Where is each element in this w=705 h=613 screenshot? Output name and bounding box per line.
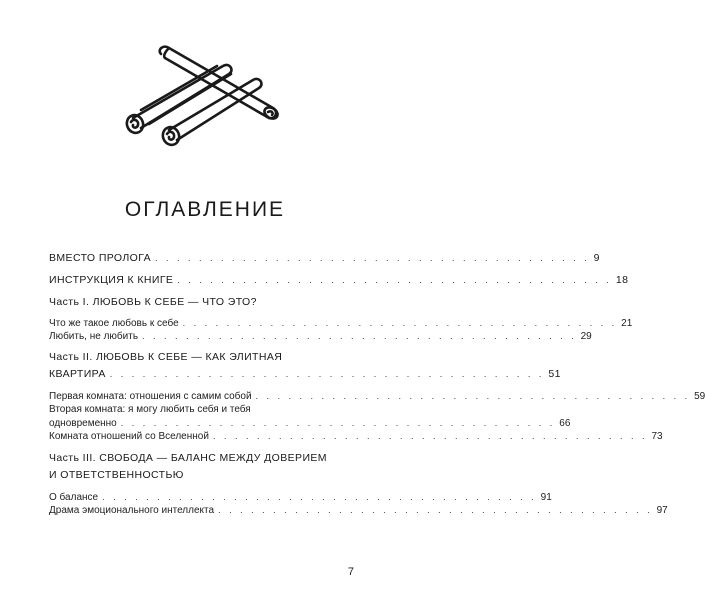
toc-entry-label: О балансе [49,492,99,503]
toc-entry-page: 97 [656,505,668,516]
toc-entry-label: Часть II. ЛЮБОВЬ К СЕБЕ — КАК ЭЛИТНАЯ [49,351,283,363]
toc-entry-label: Что же такое любовь к себе [49,318,179,329]
toc-leader-dots: . . . . . . . . . . . . . . . . . . . . . . . . . . . . . . . . . . . . . . . . [109,369,545,379]
toc-leader-dots: . . . . . . . . . . . . . . . . . . . . . . . . . . . . . . . . . . . . . . . . [182,318,618,328]
toc-entry[interactable] [49,318,633,329]
toc-entry-label-cont: И ОТВЕТСТВЕННОСТЬЮ [49,469,184,481]
toc-entry-page: 51 [548,368,561,380]
toc-entry-page: 9 [593,252,600,264]
toc-entry-page: 59 [694,391,705,402]
toc-leader-dots: . . . . . . . . . . . . . . . . . . . . . . . . . . . . . . . . . . . . . . . . [218,505,653,515]
toc-leader-dots: . . . . . . . . . . . . . . . . . . . . . . . . . . . . . . . . . . . . . . . . [102,492,537,502]
toc-entry-label: Драма эмоционального интеллекта [49,505,215,516]
toc-entry-label-cont: КВАРТИРА [49,368,106,380]
toc-entry-label: Часть III. СВОБОДА — БАЛАНС МЕЖДУ ДОВЕРИЕМ [49,452,327,464]
toc-entry-page: 91 [540,492,552,503]
toc-part-heading[interactable] [49,296,355,308]
toc-leader-dots: . . . . . . . . . . . . . . . . . . . . . . . . . . . . . . . . . . . . . . . . [255,391,691,401]
table-of-contents [49,252,705,516]
toc-part-heading[interactable] [49,452,355,481]
toc-leader-dots: . . . . . . . . . . . . . . . . . . . . . . . . . . . . . . . . . . . . . . . . [120,418,556,428]
toc-leader-dots: . . . . . . . . . . . . . . . . . . . . . . . . . . . . . . . . . . . . . . . . [155,253,590,263]
toc-entry[interactable] [49,331,592,342]
toc-part-heading[interactable] [49,351,561,380]
toc-entry-label: Вторая комната: я могу любить себя и тебя [49,404,251,415]
toc-entry[interactable] [49,274,629,286]
toc-entry-page: 18 [615,274,629,286]
toc-entry-label: ВМЕСТО ПРОЛОГА [49,252,152,264]
toc-entry-label: Комната отношений со Вселенной [49,431,209,442]
toc-entry[interactable] [49,431,663,442]
toc-entry-page: 29 [580,331,592,342]
toc-entry[interactable] [49,252,600,264]
toc-entry[interactable] [49,505,668,516]
cinnamon-sticks-icon [113,40,293,150]
page-number: 7 [347,566,354,578]
toc-leader-dots: . . . . . . . . . . . . . . . . . . . . . . . . . . . . . . . . . . . . . . . . [212,431,648,441]
toc-entry[interactable] [49,391,705,402]
toc-leader-dots: . . . . . . . . . . . . . . . . . . . . . . . . . . . . . . . . . . . . . . . . [142,331,577,341]
toc-entry-page: 21 [621,318,633,329]
toc-leader-dots: . . . . . . . . . . . . . . . . . . . . . . . . . . . . . . . . . . . . . . . . [177,275,612,285]
toc-entry-label: Любить, не любить [49,331,139,342]
toc-entry-label: Первая комната: отношения с самим собой [49,391,252,402]
toc-entry-label: ИНСТРУКЦИЯ К КНИГЕ [49,274,174,286]
toc-entry-page: 73 [651,431,663,442]
toc-entry[interactable] [49,404,571,429]
toc-entry[interactable] [49,492,552,503]
toc-entry-page: 66 [559,418,571,429]
page-title: ОГЛАВЛЕНИЕ [124,198,286,221]
toc-entry-label: Часть I. ЛЮБОВЬ К СЕБЕ — ЧТО ЭТО? [49,296,257,308]
toc-entry-label-cont: одновременно [49,418,117,429]
